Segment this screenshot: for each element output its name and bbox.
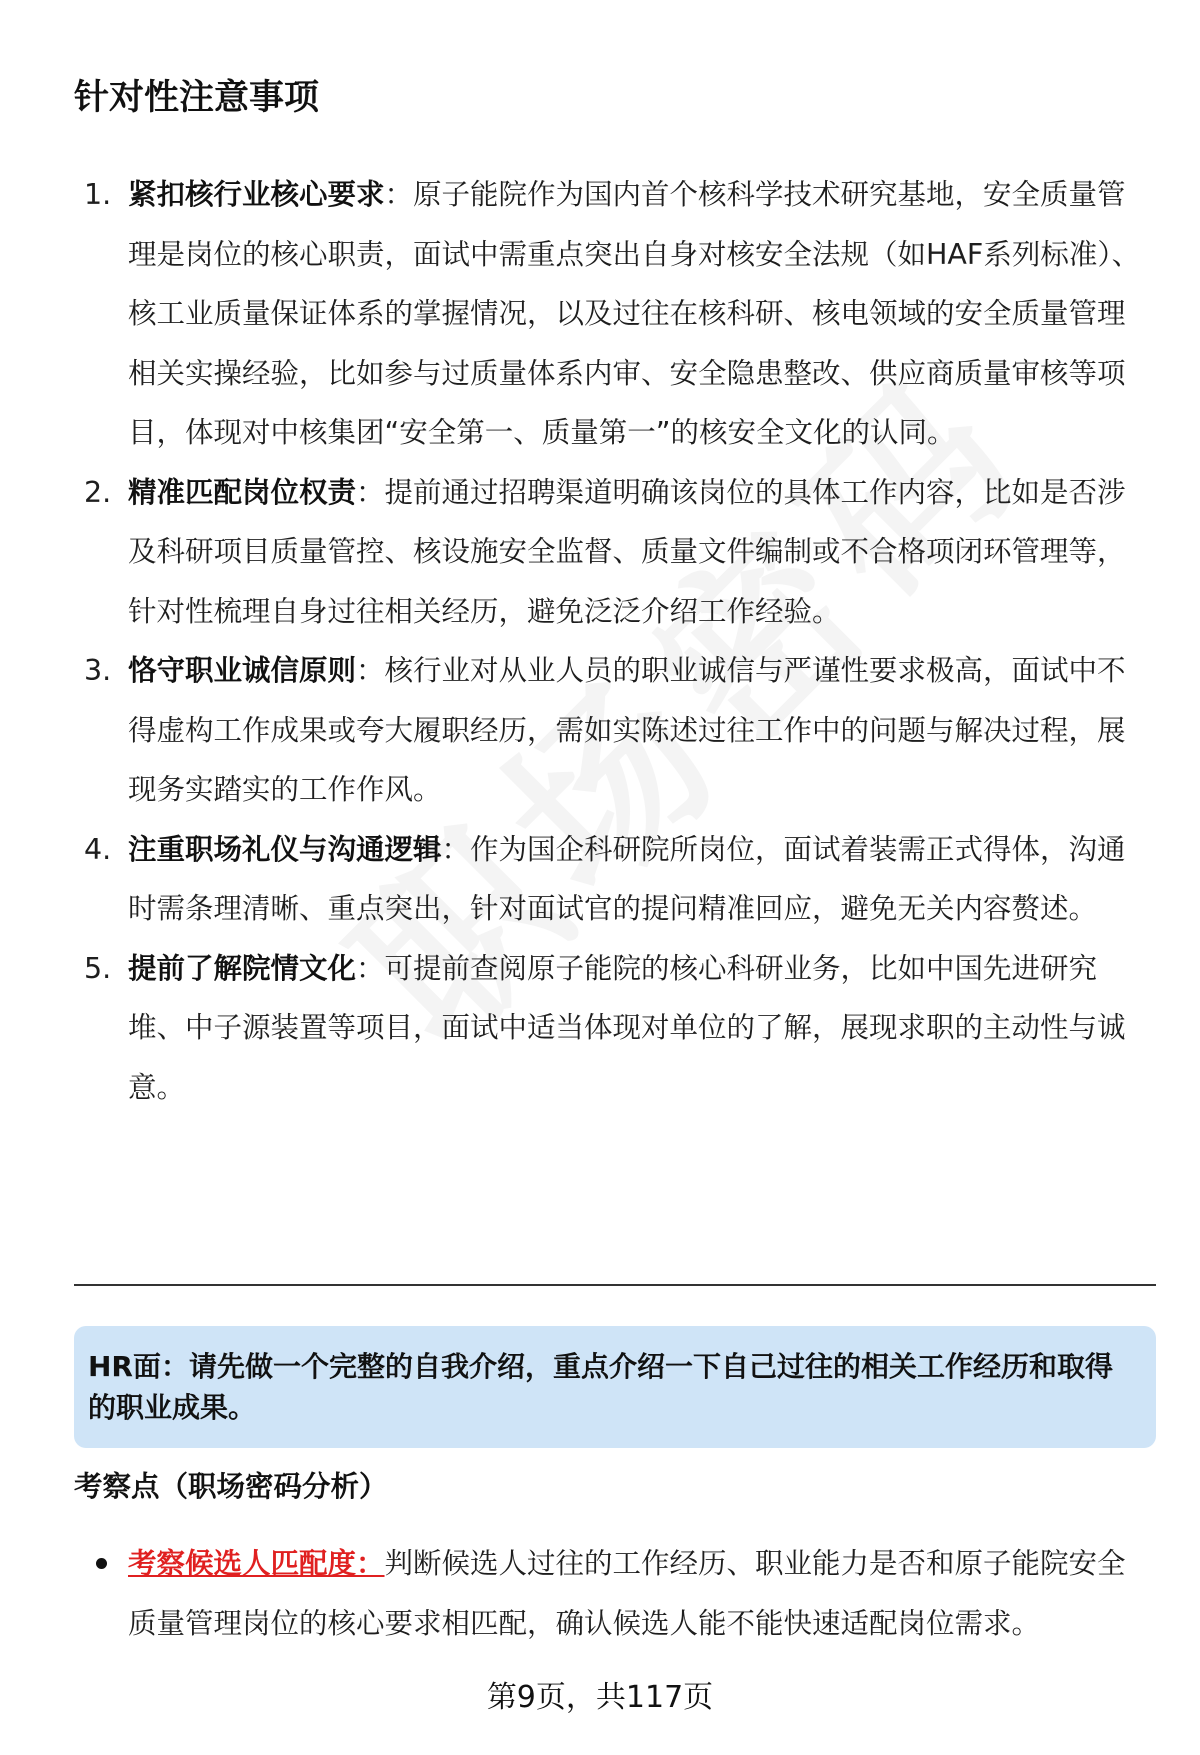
list-item-separator: ： [356,951,385,985]
list-item-text: 提前通过招聘渠道明确该岗位的具体工作内容，比如是否涉及科研项目质量管控、核设施安全监督、质量文件编制或不合格项闭环管理等，针对性梳理自身过往相关经历，避免泛泛介绍工作经验。 [128,475,1126,628]
list-item-title: 紧扣核行业核心要求 [128,178,385,211]
list-item-title: 提前了解院情文化 [128,951,357,985]
list-item-text: 核行业对从业人员的职业诚信与严谨性要求极高，面试中不得虚构工作成果或夸大履职经历，需如实陈述过往工作中的问题与解决过程，展现务实踏实的工作作风。 [128,654,1126,806]
list-item-text: 原子能院作为国内首个核科学技术研究基地，安全质量管理是岗位的核心职责，面试中需重点突出自身对核安全法规（如HAF系列标准）、核工业质量保证体系的掌握情况，以及过往在核科研、核电领域的安全质量管理相关实操经验，比如参与过质量体系内审、安全隐患整改、供应商质量审核等项目，体现对中核集团“安全第一、质量第一”的核安全文化的认同。 [128,178,1141,449]
list-item [74,641,1144,820]
bullet-list [74,1534,1144,1653]
list-item-separator: ： [441,832,471,866]
analysis-title: 考察点（职场密码分析） [74,1470,388,1503]
list-item-number: 4. [84,832,112,866]
list-item [74,939,1144,1118]
page-number: 第9页，共117页 [486,1680,714,1715]
bullet-item [74,1534,1144,1653]
numbered-list [74,165,1144,1117]
list-item-title: 精准匹配岗位权责 [128,475,357,509]
bullet-label: 考察候选人匹配度： [128,1547,385,1580]
list-item-number: 3. [84,654,112,687]
list-item-number: 5. [84,951,112,985]
list-item-text: 作为国企科研院所岗位，面试着装需正式得体，沟通时需条理清晰、重点突出，针对面试官的提问精准回应，避免无关内容赘述。 [128,832,1126,925]
list-item-text: 可提前查阅原子能院的核心科研业务，比如中国先进研究堆、中子源装置等项目，面试中适当体现对单位的了解，展现求职的主动性与诚意。 [128,951,1126,1104]
list-item [74,463,1144,642]
list-item [74,165,1144,463]
list-item-title: 注重职场礼仪与沟通逻辑 [128,832,442,866]
bullet-dot-icon [96,1558,107,1569]
list-item-number: 1. [84,178,112,211]
interview-question-box: HR面：请先做一个完整的自我介绍，重点介绍一下自己过往的相关工作经历和取得的职业成果。 [74,1326,1156,1448]
section-title: 针对性注意事项 [74,78,320,118]
list-item-number: 2. [84,475,112,509]
list-item-title: 恪守职业诚信原则 [128,654,357,687]
list-item-separator: ： [356,475,385,509]
bullet-text: 判断候选人过往的工作经历、职业能力是否和原子能院安全质量管理岗位的核心要求相匹配，确认候选人能不能快速适配岗位需求。 [128,1547,1126,1640]
list-item-separator: ： [356,654,385,687]
section-divider [74,1284,1156,1286]
list-item [74,820,1144,939]
list-item-separator: ： [384,178,414,211]
